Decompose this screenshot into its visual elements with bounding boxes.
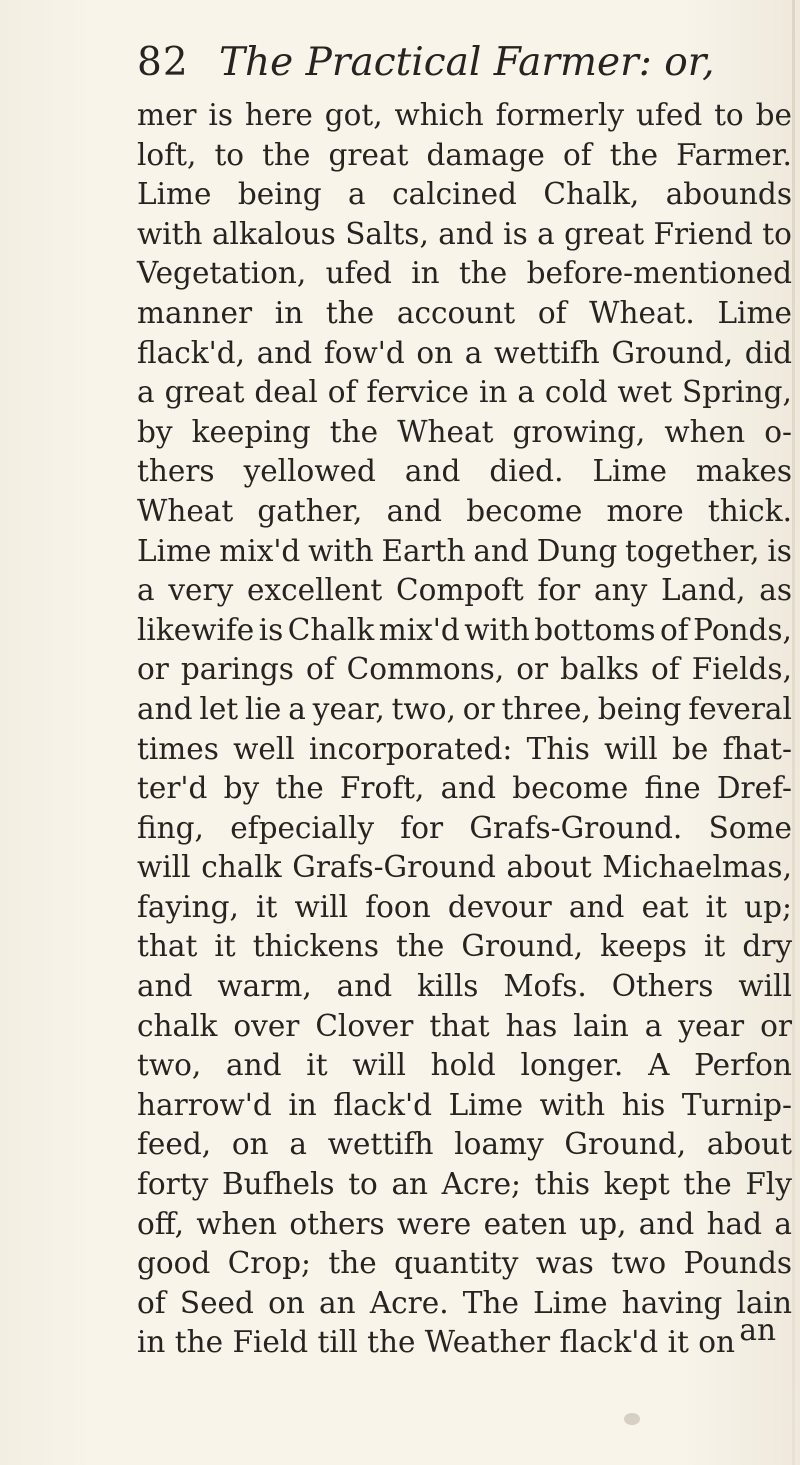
text-line: a great deal of fervice in a cold wet Spring, (137, 375, 792, 410)
text-line: and let lie a year, two, or three, being feveral (137, 691, 792, 726)
text-line: and warm, and kills Mofs. Others will (137, 969, 792, 1004)
text-line: forty Bufhels to an Acre; this kept the Fly (137, 1167, 792, 1202)
text-line: Lime being a calcined Chalk, abounds (137, 177, 792, 212)
text-line: loft, to the great damage of the Farmer. (137, 137, 792, 172)
text-line: thers yellowed and died. Lime makes (137, 454, 792, 489)
text-line: times well incorporated: This will be fhat- (137, 731, 792, 766)
text-line: Lime mix'd with Earth and Dung together, is (137, 533, 792, 568)
text-line: with alkalous Salts, and is a great Friend to (137, 216, 792, 251)
page-number: 82 (137, 40, 189, 85)
running-header (137, 35, 757, 91)
text-line: Vegetation, ufed in the before-mentioned (137, 256, 792, 291)
catchword: an (739, 1313, 776, 1347)
running-title: The Practical Farmer: or, (219, 40, 715, 85)
text-line: mer is here got, which formerly ufed to be (137, 98, 792, 132)
text-line: Wheat gather, and become more thick. (137, 493, 792, 528)
text-line: harrow'd in flack'd Lime with his Turnip- (137, 1087, 792, 1122)
text-line: chalk over Clover that has lain a year or (137, 1008, 792, 1043)
text-line: in the Field till the Weather flack'd it on (137, 1325, 735, 1360)
text-line: or parings of Commons, or balks of Fields, (137, 652, 792, 687)
text-line: a very excellent Compoft for any Land, as (137, 573, 792, 608)
text-line: likewife is Chalk mix'd with bottoms of Ponds, (137, 612, 792, 647)
text-line: will chalk Grafs-Ground about Michaelmas, (137, 850, 792, 885)
text-line: two, and it will hold longer. A Perfon (137, 1048, 792, 1083)
body-text (137, 96, 792, 1363)
text-line: off, when others were eaten up, and had a (137, 1206, 792, 1241)
page-stain (624, 1413, 640, 1425)
text-line: of Seed on an Acre. The Lime having lain (137, 1285, 792, 1320)
text-line: flack'd, and fow'd on a wettifh Ground, did (137, 335, 792, 370)
text-line: fing, efpecially for Grafs-Ground. Some (137, 810, 792, 845)
text-line: faying, it will foon devour and eat it up; (137, 889, 792, 924)
text-line: ter'd by the Froft, and become fine Dref- (137, 771, 792, 806)
page-edge-shadow (792, 0, 795, 1465)
text-line: that it thickens the Ground, keeps it dry (137, 929, 792, 964)
text-line: good Crop; the quantity was two Pounds (137, 1246, 792, 1281)
text-line: manner in the account of Wheat. Lime (137, 295, 792, 330)
text-line: feed, on a wettifh loamy Ground, about (137, 1127, 792, 1162)
text-line: by keeping the Wheat growing, when o- (137, 414, 792, 449)
